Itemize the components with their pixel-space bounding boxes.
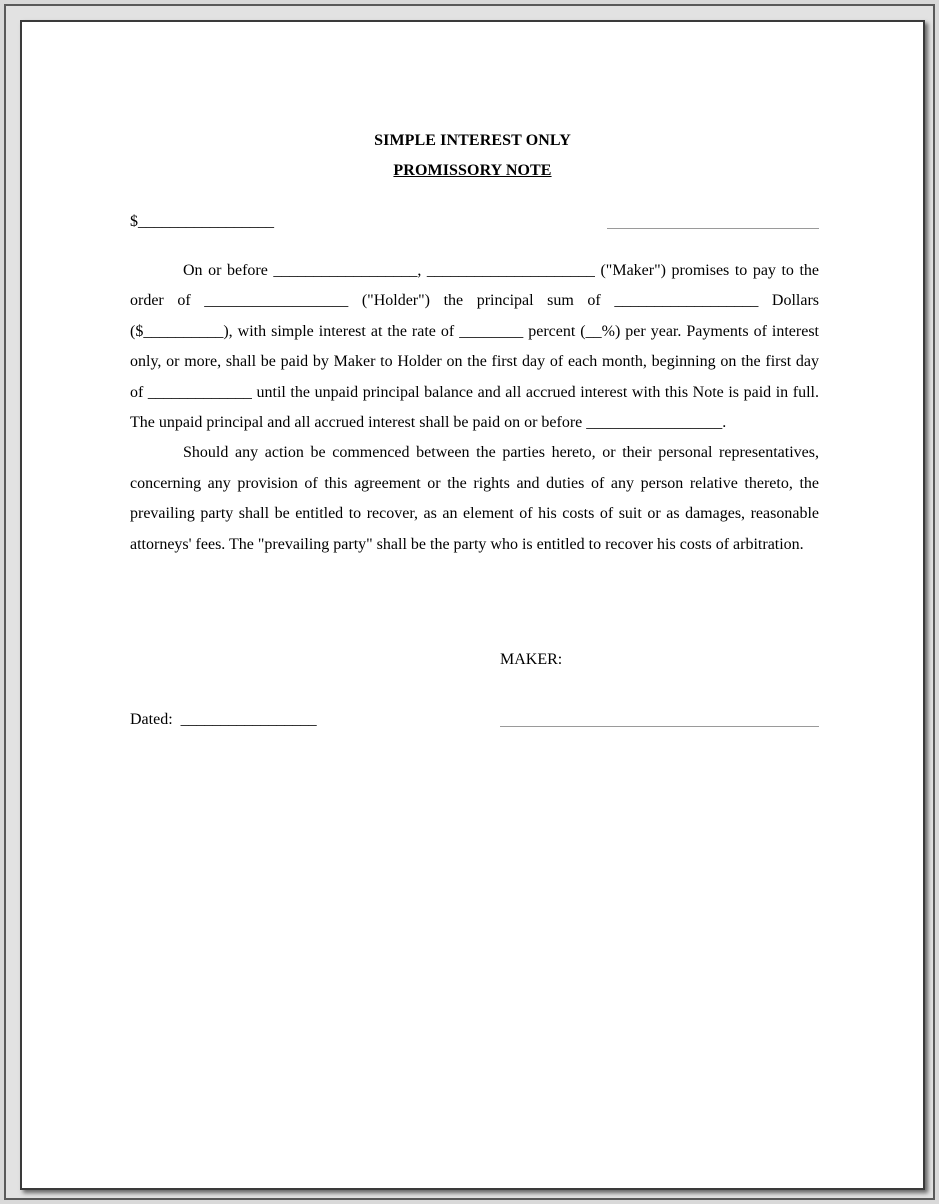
maker-label: MAKER: bbox=[500, 651, 563, 668]
attorney-fees-paragraph: Should any action be commenced between the parties hereto, or their personal representatives, concerning any provision of this agreement or the rights and duties of any person relative thereto, the prevailing party shall be entitled to recover, as an element of his costs of suit or as damages, reasonable attorneys' fees. The "prevailing party" shall be the party who is entitled to recover his costs of arbitration. bbox=[130, 444, 819, 553]
document-title: SIMPLE INTEREST ONLY bbox=[374, 132, 571, 149]
dated-field: Dated: _________________ bbox=[130, 711, 317, 728]
note-body bbox=[130, 256, 819, 560]
top-right-blank-line bbox=[607, 228, 819, 229]
amount-field: $_________________ bbox=[130, 213, 274, 230]
terms-paragraph: On or before __________________, _____________________ ("Maker") promises to pay to the order of __________________ ("Holder") the principal sum of __________________ Dollars ($__________), with simple interest at the rate of ________ percent (__%) per year. Payments of interest only, or more, shall be paid by Maker to Holder on the first day of each month, beginning on the first day of _____________ until the unpaid principal balance and all accrued interest with this Note is paid in full. The unpaid principal and all accrued interest shall be paid on or before _________________. bbox=[130, 262, 819, 432]
document-page bbox=[20, 20, 925, 1190]
viewer-frame bbox=[4, 4, 935, 1200]
maker-signature-line bbox=[500, 726, 819, 727]
document-subtitle: PROMISSORY NOTE bbox=[393, 162, 552, 179]
